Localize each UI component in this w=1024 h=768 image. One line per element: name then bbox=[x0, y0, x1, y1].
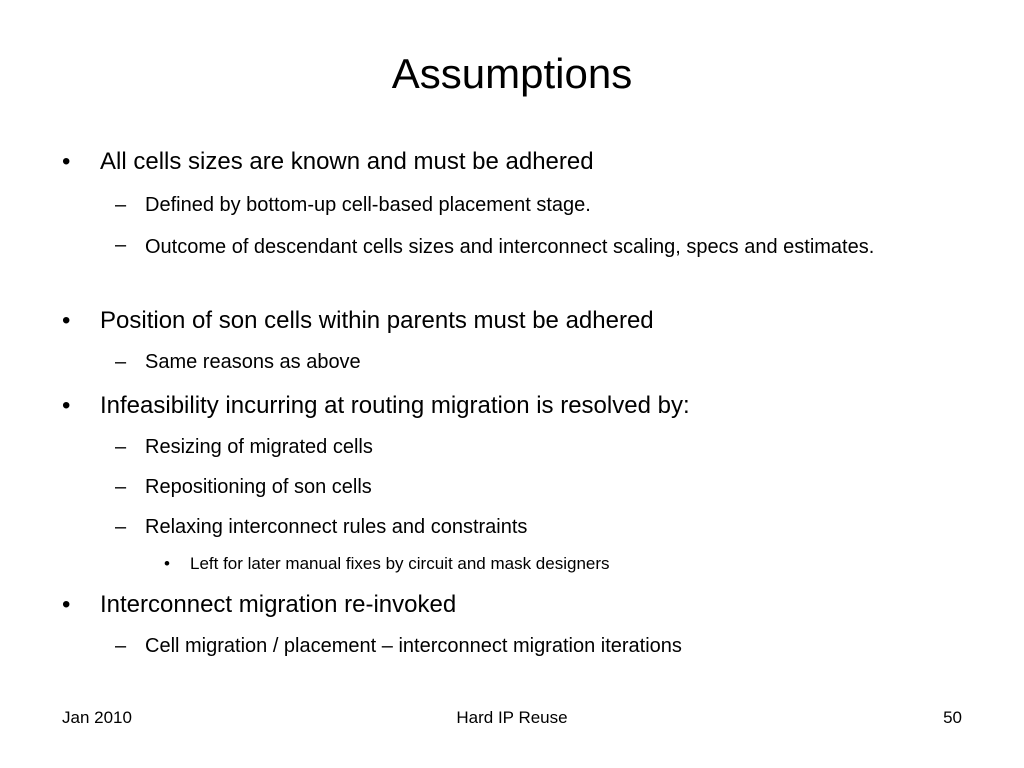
sub-bullet-marker: – bbox=[115, 516, 127, 538]
sub-bullet-text: Cell migration / placement – interconnect migration iterations bbox=[145, 635, 682, 657]
bullet-marker: • bbox=[62, 392, 71, 419]
sub-bullet-marker: – bbox=[115, 436, 127, 458]
sub-bullet-text: Same reasons as above bbox=[145, 351, 361, 373]
bullet-marker: • bbox=[62, 591, 71, 618]
bullet-text: Position of son cells within parents must be adhered bbox=[100, 307, 654, 334]
sub-bullet-text: Repositioning of son cells bbox=[145, 476, 372, 498]
slide-title: Assumptions bbox=[391, 50, 633, 97]
bullet-text: All cells sizes are known and must be adhered bbox=[100, 148, 594, 175]
sub-bullet-text: Defined by bottom-up cell-based placement stage. bbox=[145, 194, 591, 216]
bullet-marker: • bbox=[62, 307, 71, 334]
sub-bullet-marker: – bbox=[115, 194, 127, 216]
bullet-marker: • bbox=[62, 148, 71, 175]
sub-sub-bullet-marker: • bbox=[164, 554, 170, 573]
sub-bullet-marker: – bbox=[115, 234, 127, 256]
bullet-text: Interconnect migration re-invoked bbox=[100, 591, 457, 618]
sub-bullet-marker: – bbox=[115, 351, 127, 373]
sub-bullet-text: Resizing of migrated cells bbox=[145, 436, 373, 458]
sub-bullet-text: Relaxing interconnect rules and constraints bbox=[145, 516, 528, 538]
footer-title: Hard IP Reuse bbox=[456, 708, 568, 727]
sub-sub-bullet-text: Left for later manual fixes by circuit and mask designers bbox=[190, 554, 610, 573]
footer-page-number: 50 bbox=[943, 708, 962, 727]
sub-bullet-marker: – bbox=[115, 476, 127, 498]
sub-bullet-marker: – bbox=[115, 635, 127, 657]
bullet-text: Infeasibility incurring at routing migration is resolved by: bbox=[100, 392, 690, 419]
sub-bullet-text: Outcome of descendant cells sizes and interconnect scaling, specs and estimates. bbox=[145, 236, 875, 258]
footer-date: Jan 2010 bbox=[62, 708, 132, 727]
